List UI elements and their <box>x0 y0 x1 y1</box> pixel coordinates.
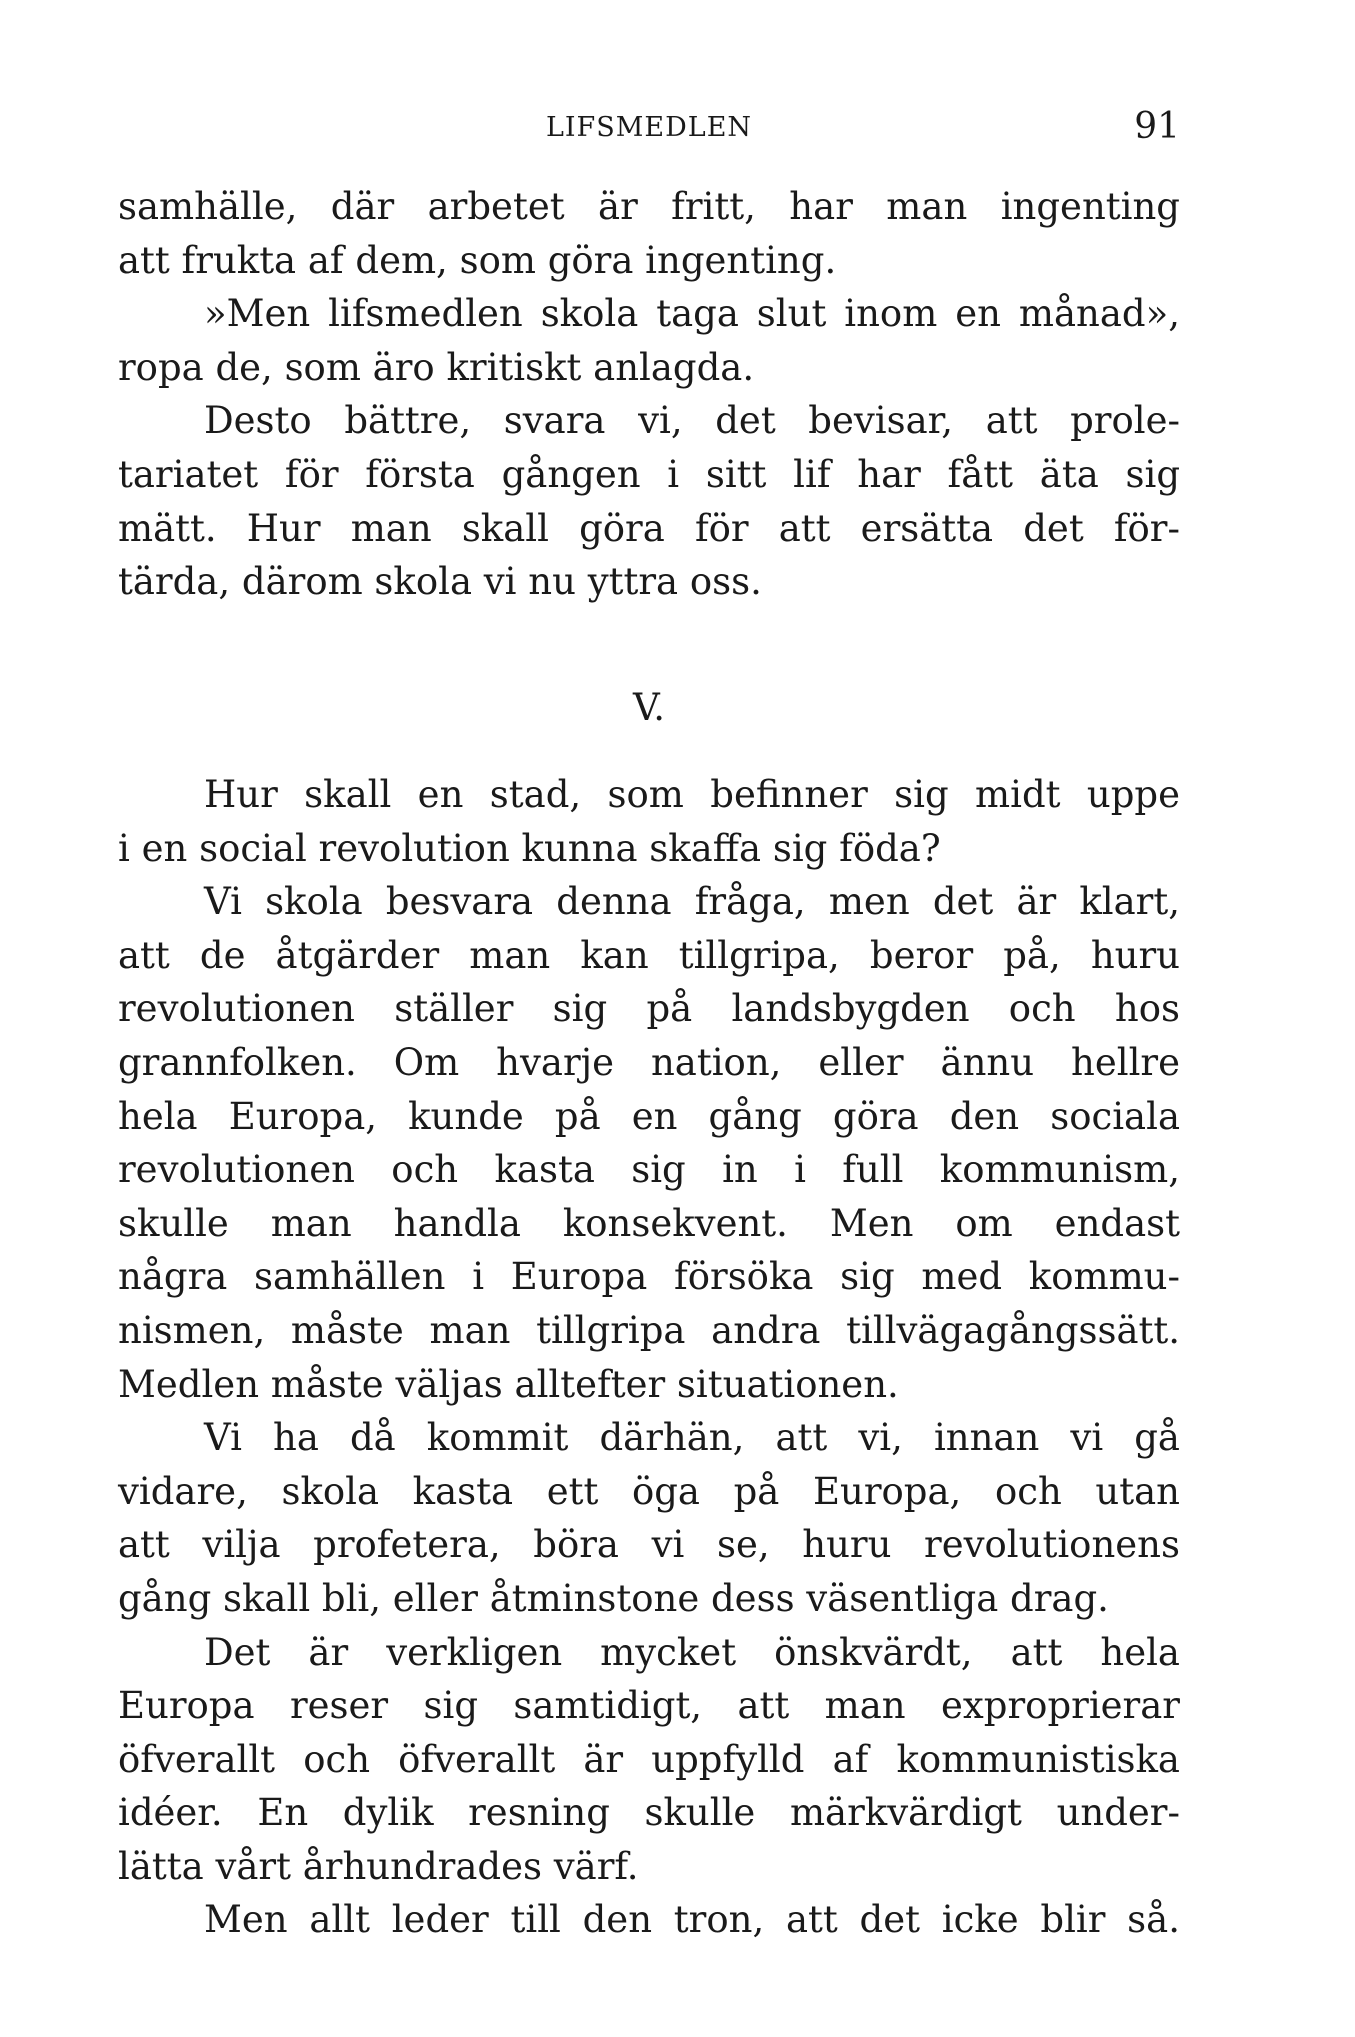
text-line: hela Europa, kunde på en gång göra den sociala <box>118 1094 1180 1138</box>
page-number: 91 <box>1134 106 1180 147</box>
text-line: några samhällen i Europa försöka sig med kommu- <box>118 1255 1180 1299</box>
opening-text <box>118 180 1180 609</box>
text-line: revolutionen ställer sig på landsbygden och hos <box>118 987 1180 1031</box>
text-line: gång skall bli, eller åtminstone dess väsentliga drag. <box>118 1576 1109 1620</box>
text-line: lätta vårt århundrades värf. <box>118 1844 639 1888</box>
running-title: LIFSMEDLEN <box>545 112 753 143</box>
section-text <box>118 768 1180 1947</box>
text-line: att de åtgärder man kan tillgripa, beror på, huru <box>118 933 1180 977</box>
text-line: Vi skola besvara denna fråga, men det är klart, <box>204 880 1180 924</box>
text-line: öfverallt och öfverallt är uppfylld af kommunistiska <box>118 1737 1180 1781</box>
text-line: Desto bättre, svara vi, det bevisar, att prole- <box>204 399 1180 443</box>
text-line: att frukta af dem, som göra ingenting. <box>118 238 837 282</box>
text-line: Det är verkligen mycket önskvärdt, att hela <box>204 1630 1180 1674</box>
text-line: grannfolken. Om hvarje nation, eller ännu hellre <box>118 1040 1180 1084</box>
running-head <box>118 104 1180 154</box>
text-line: Europa reser sig samtidigt, att man exproprierar <box>118 1684 1180 1728</box>
text-line: »Men lifsmedlen skola taga slut inom en månad», <box>204 292 1180 336</box>
text-line: Men allt leder till den tron, att det icke blir så. <box>204 1898 1180 1942</box>
text-line: vidare, skola kasta ett öga på Europa, och utan <box>118 1469 1180 1513</box>
text-line: Medlen måste väljas alltefter situationen. <box>118 1362 899 1406</box>
text-line: samhälle, där arbetet är fritt, har man ingenting <box>118 185 1180 228</box>
text-line: revolutionen och kasta sig in i full kommunism, <box>118 1148 1180 1192</box>
text-line: nismen, måste man tillgripa andra tillvägagångssätt. <box>118 1308 1180 1352</box>
section-heading: V. <box>632 686 665 729</box>
text-line: tariatet för första gången i sitt lif har fått äta sig <box>118 452 1180 496</box>
text-line: tärda, därom skola vi nu yttra oss. <box>118 560 762 604</box>
text-line: Hur skall en stad, som befinner sig midt uppe <box>204 773 1180 816</box>
text-line: skulle man handla konsekvent. Men om endast <box>118 1201 1180 1245</box>
text-line: i en social revolution kunna skaffa sig föda? <box>118 826 941 870</box>
text-line: att vilja profetera, böra vi se, huru revolutionens <box>118 1523 1180 1567</box>
text-line: mätt. Hur man skall göra för att ersätta det för- <box>118 506 1180 550</box>
text-line: ropa de, som äro kritiskt anlagda. <box>118 345 755 389</box>
text-line: idéer. En dylik resning skulle märkvärdigt under- <box>118 1791 1180 1835</box>
text-line: Vi ha då kommit därhän, att vi, innan vi gå <box>204 1416 1180 1460</box>
